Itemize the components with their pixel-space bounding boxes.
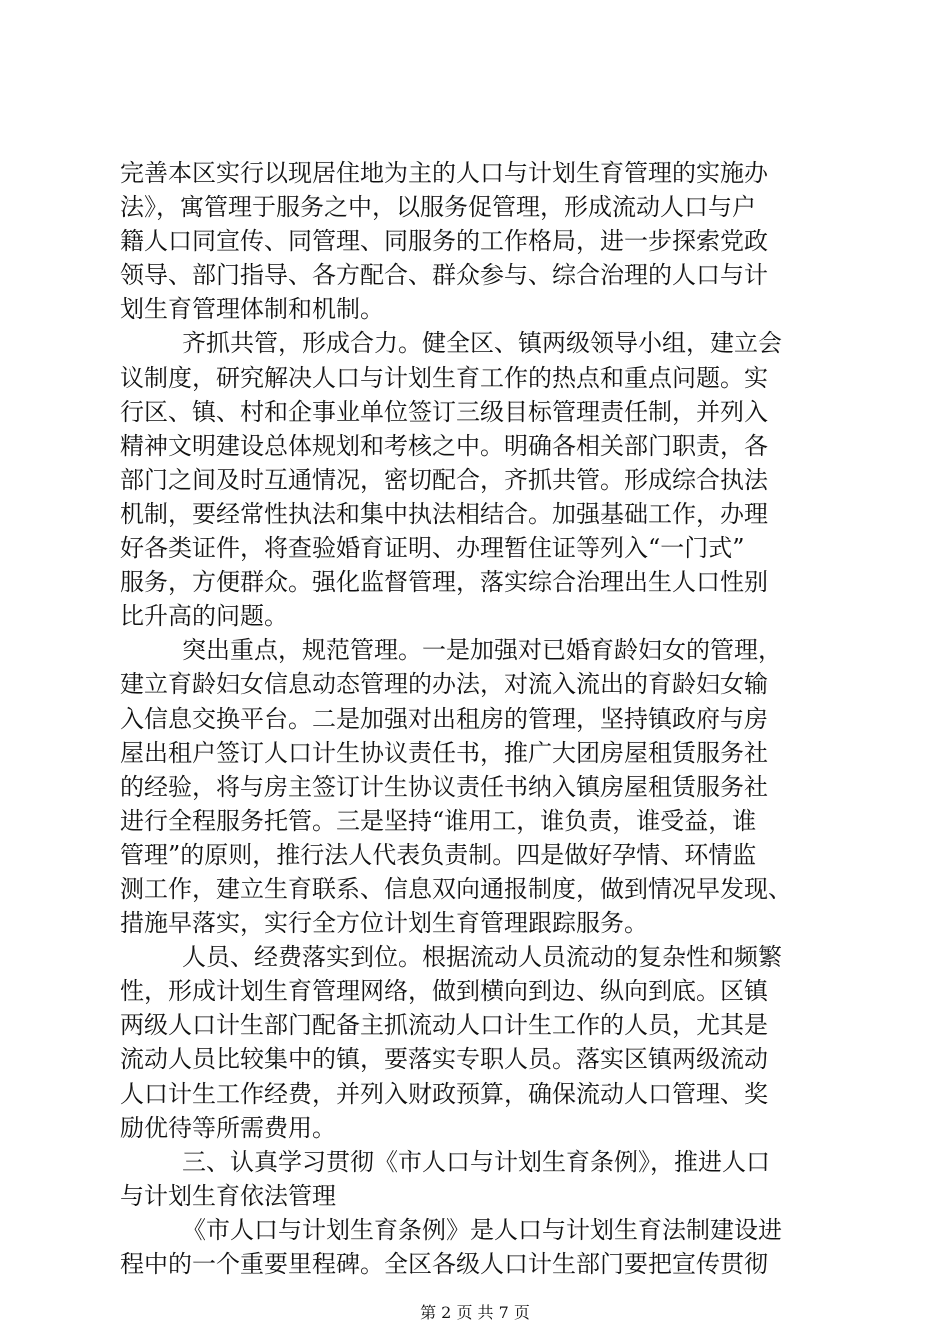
text-line: 完善本区实行以现居住地为主的人口与计划生育管理的实施办 xyxy=(120,159,768,187)
page-footer: 第 2 页 共 7 页 xyxy=(420,1303,530,1322)
text-line: 与计划生育依法管理 xyxy=(120,1181,336,1210)
text-line: 进行全程服务托管。三是坚持“谁用工，谁负责，谁受益，谁 xyxy=(120,806,757,835)
text-line: 齐抓共管，形成合力。健全区、镇两级领导小组，建立会 xyxy=(182,329,782,358)
text-line: 流动人员比较集中的镇，要落实专职人员。落实区镇两级流动 xyxy=(120,1045,768,1074)
text-line: 比升高的问题。 xyxy=(120,602,288,631)
text-line: 划生育管理体制和机制。 xyxy=(120,295,384,324)
text-line: 管理”的原则，推行法人代表负责制。四是做好孕情、环情监 xyxy=(120,840,757,869)
text-line: 法》，寓管理于服务之中，以服务促管理，形成流动人口与户 xyxy=(120,193,756,222)
text-line: 程中的一个重要里程碑。全区各级人口计生部门要把宣传贯彻 xyxy=(120,1250,768,1278)
text-line: 服务，方便群众。强化监督管理，落实综合治理出生人口性别 xyxy=(120,568,768,597)
text-line: 三、认真学习贯彻《市人口与计划生育条例》，推进人口 xyxy=(182,1147,770,1176)
text-line: 措施早落实，实行全方位计划生育管理跟踪服务。 xyxy=(120,909,648,938)
text-line: 《市人口与计划生育条例》是人口与计划生育法制建设进 xyxy=(182,1215,782,1244)
text-line: 行区、镇、村和企事业单位签订三级目标管理责任制，并列入 xyxy=(120,397,768,426)
text-line: 部门之间及时互通情况，密切配合，齐抓共管。形成综合执法 xyxy=(120,465,768,494)
text-line: 入信息交换平台。二是加强对出租房的管理，坚持镇政府与房 xyxy=(120,704,768,733)
text-line: 测工作，建立生育联系、信息双向通报制度，做到情况早发现、 xyxy=(120,874,792,903)
text-line: 人口计生工作经费，并列入财政预算，确保流动人口管理、奖 xyxy=(120,1079,768,1108)
text-line: 两级人口计生部门配备主抓流动人口计生工作的人员，尤其是 xyxy=(120,1011,768,1040)
text-line: 励优待等所需费用。 xyxy=(120,1113,336,1142)
document-body xyxy=(120,156,840,1281)
text-line: 精神文明建设总体规划和考核之中。明确各相关部门职责，各 xyxy=(120,431,768,460)
text-line: 突出重点，规范管理。一是加强对已婚育龄妇女的管理， xyxy=(182,636,782,665)
text-line: 的经验，将与房主签订计生协议责任书纳入镇房屋租赁服务社 xyxy=(120,772,768,801)
text-line: 人员、经费落实到位。根据流动人员流动的复杂性和频繁 xyxy=(182,943,782,972)
text-line: 屋出租户签订人口计生协议责任书，推广大团房屋租赁服务社 xyxy=(120,738,768,767)
text-line: 机制，要经常性执法和集中执法相结合。加强基础工作，办理 xyxy=(120,499,768,528)
text-line: 建立育龄妇女信息动态管理的办法，对流入流出的育龄妇女输 xyxy=(120,670,768,699)
text-line: 籍人口同宣传、同管理、同服务的工作格局，进一步探索党政 xyxy=(120,227,768,256)
text-line: 好各类证件，将查验婚育证明、办理暂住证等列入“一门式” xyxy=(120,534,745,563)
text-line: 议制度，研究解决人口与计划生育工作的热点和重点问题。实 xyxy=(120,363,768,392)
text-line: 性，形成计划生育管理网络，做到横向到边、纵向到底。区镇 xyxy=(120,977,768,1006)
text-line: 领导、部门指导、各方配合、群众参与、综合治理的人口与计 xyxy=(120,261,768,290)
